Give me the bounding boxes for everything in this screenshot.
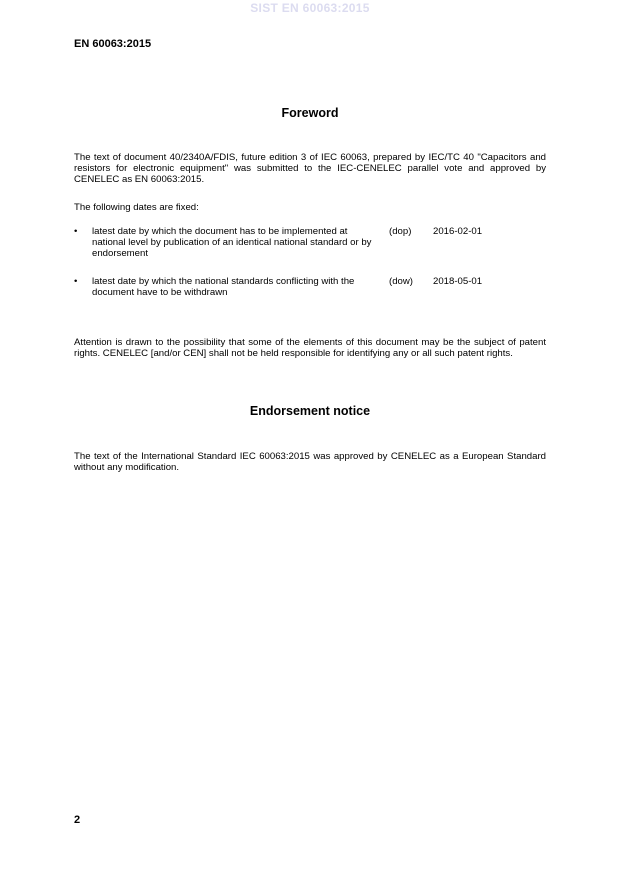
- endorsement-paragraph: The text of the International Standard IEC 60063:2015 was approved by CENELEC as a European Standard without any modification.: [74, 451, 546, 474]
- document-id: EN 60063:2015: [74, 38, 152, 50]
- foreword-intro-paragraph: The text of document 40/2340A/FDIS, future edition 3 of IEC 60063, prepared by IEC/TC 40 "Capacitors and resistors for electronic equipment" was submitted to the IEC-CENELEC parallel vote and approved by CENELEC as EN 60063:2015.: [74, 152, 546, 186]
- watermark-text: SIST EN 60063:2015: [250, 1, 370, 15]
- date-abbreviation: (dop): [389, 226, 412, 237]
- endorsement-heading: Endorsement notice: [249, 404, 371, 418]
- bullet-icon: •: [74, 226, 78, 237]
- date-description: latest date by which the document has to be implemented at national level by publication of an identical national standard or by endorsement: [92, 226, 372, 260]
- date-abbreviation: (dow): [389, 276, 413, 287]
- patent-notice-paragraph: Attention is drawn to the possibility that some of the elements of this document may be the subject of patent rights. CENELEC [and/or CEN] shall not be held responsible for identifying any or all such patent rights.: [74, 337, 546, 360]
- date-description: latest date by which the national standards conflicting with the document have to be withdrawn: [92, 276, 355, 299]
- foreword-heading: Foreword: [281, 106, 339, 120]
- dates-intro-paragraph: The following dates are fixed:: [74, 202, 199, 213]
- bullet-icon: •: [74, 276, 78, 287]
- date-value: 2016-02-01: [433, 226, 483, 237]
- page-number: 2: [74, 814, 81, 826]
- date-value: 2018-05-01: [433, 276, 483, 287]
